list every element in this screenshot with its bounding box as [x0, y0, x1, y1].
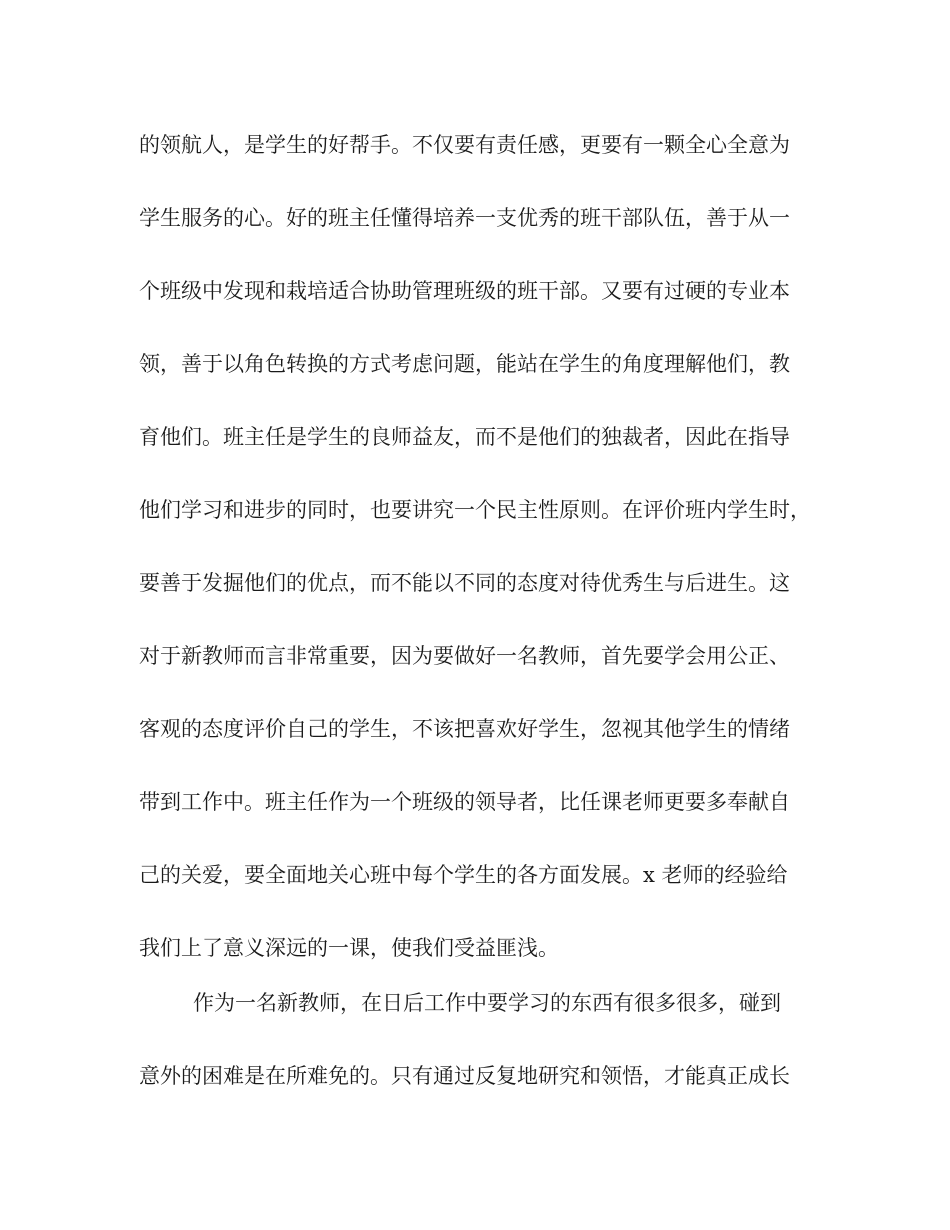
paragraph-line-12: 我们上了意义深远的一课，使我们受益匪浅。: [139, 936, 559, 960]
paragraph-line-9: 客观的态度评价自己的学生，不该把喜欢好学生，忽视其他学生的情绪: [139, 717, 790, 741]
paragraph-line-6: 他们学习和进步的同时，也要讲究一个民主性原则。在评价班内学生时，: [139, 498, 811, 522]
paragraph-line-5: 育他们。班主任是学生的良师益友，而不是他们的独裁者，因此在指导: [139, 425, 790, 449]
paragraph-line-13: 作为一名新教师，在日后工作中要学习的东西有很多很多，碰到: [193, 991, 781, 1015]
paragraph-line-4: 领，善于以角色转换的方式考虑问题，能站在学生的角度理解他们，教: [139, 352, 790, 376]
paragraph-line-3: 个班级中发现和栽培适合协助管理班级的班干部。又要有过硬的专业本: [139, 279, 790, 303]
paragraph-line-2: 学生服务的心。好的班主任懂得培养一支优秀的班干部队伍，善于从一: [139, 206, 790, 230]
paragraph-line-1: 的领航人，是学生的好帮手。不仅要有责任感，更要有一颗全心全意为: [139, 133, 790, 157]
paragraph-line-10: 带到工作中。班主任作为一个班级的领导者，比任课老师更要多奉献自: [139, 790, 790, 814]
paragraph-line-7: 要善于发掘他们的优点，而不能以不同的态度对待优秀生与后进生。这: [139, 571, 790, 595]
paragraph-line-14: 意外的困难是在所难免的。只有通过反复地研究和领悟，才能真正成长: [139, 1064, 790, 1088]
paragraph-line-8: 对于新教师而言非常重要，因为要做好一名教师，首先要学会用公正、: [139, 644, 790, 668]
paragraph-line-11: 己的关爱，要全面地关心班中每个学生的各方面发展。x 老师的经验给: [139, 863, 788, 887]
